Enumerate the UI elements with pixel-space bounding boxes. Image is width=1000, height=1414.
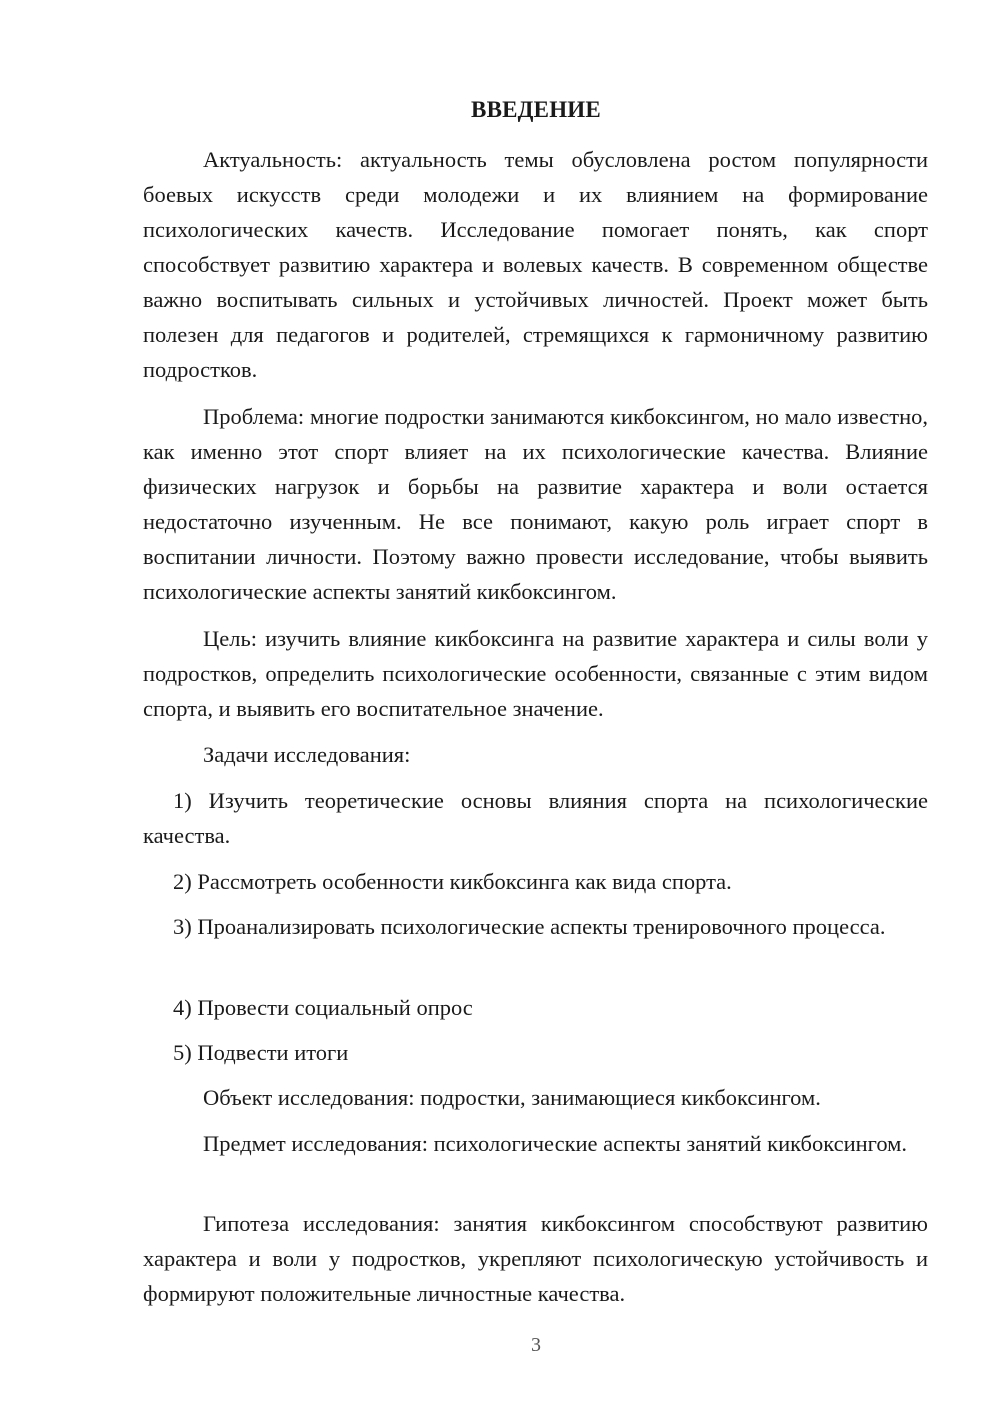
- task-item-4: 4) Провести социальный опрос: [173, 995, 473, 1020]
- task-item-3: 3) Проанализировать психологические аспекты тренировочного процесса.: [173, 914, 886, 939]
- page-number: 3: [531, 1334, 541, 1356]
- paragraph-object: Объект исследования: подростки, занимающиеся кикбоксингом.: [203, 1085, 821, 1110]
- paragraph-problem: Проблема: многие подростки занимаются кикбоксингом, но мало известно, как именно этот спорт влияет на их психологические качества. Влияние физических нагрузок и борьбы на развитие характера и воли остается недостаточно изученным. Не все понимают, какую роль играет спорт в воспитании личности. Поэтому важно провести исследование, чтобы выявить психологические аспекты занятий кикбоксингом.: [143, 404, 928, 604]
- task-item-1: 1) Изучить теоретические основы влияния спорта на психологические качества.: [143, 788, 928, 848]
- page-title: ВВЕДЕНИЕ: [471, 97, 601, 122]
- task-item-2: 2) Рассмотреть особенности кикбоксинга как вида спорта.: [173, 869, 732, 894]
- paragraph-hypothesis: Гипотеза исследования: занятия кикбоксингом способствуют развитию характера и воли у подростков, укрепляют психологическую устойчивость и формируют положительные личностные качества.: [143, 1211, 928, 1306]
- paragraph-relevance: Актуальность: актуальность темы обусловлена ростом популярности боевых искусств среди молодежи и их влиянием на формирование психологических качеств. Исследование помогает понять, как спорт способствует развитию характера и волевых качеств. В современном обществе важно воспитывать сильных и устойчивых личностей. Проект может быть полезен для педагогов и родителей, стремящихся к гармоничному развитию подростков.: [143, 147, 928, 382]
- paragraph-goal: Цель: изучить влияние кикбоксинга на развитие характера и силы воли у подростков, определить психологические особенности, связанные с этим видом спорта, и выявить его воспитательное значение.: [143, 626, 928, 721]
- paragraph-subject: Предмет исследования: психологические аспекты занятий кикбоксингом.: [203, 1131, 908, 1156]
- task-item-5: 5) Подвести итоги: [173, 1040, 349, 1065]
- tasks-heading: Задачи исследования:: [203, 742, 411, 767]
